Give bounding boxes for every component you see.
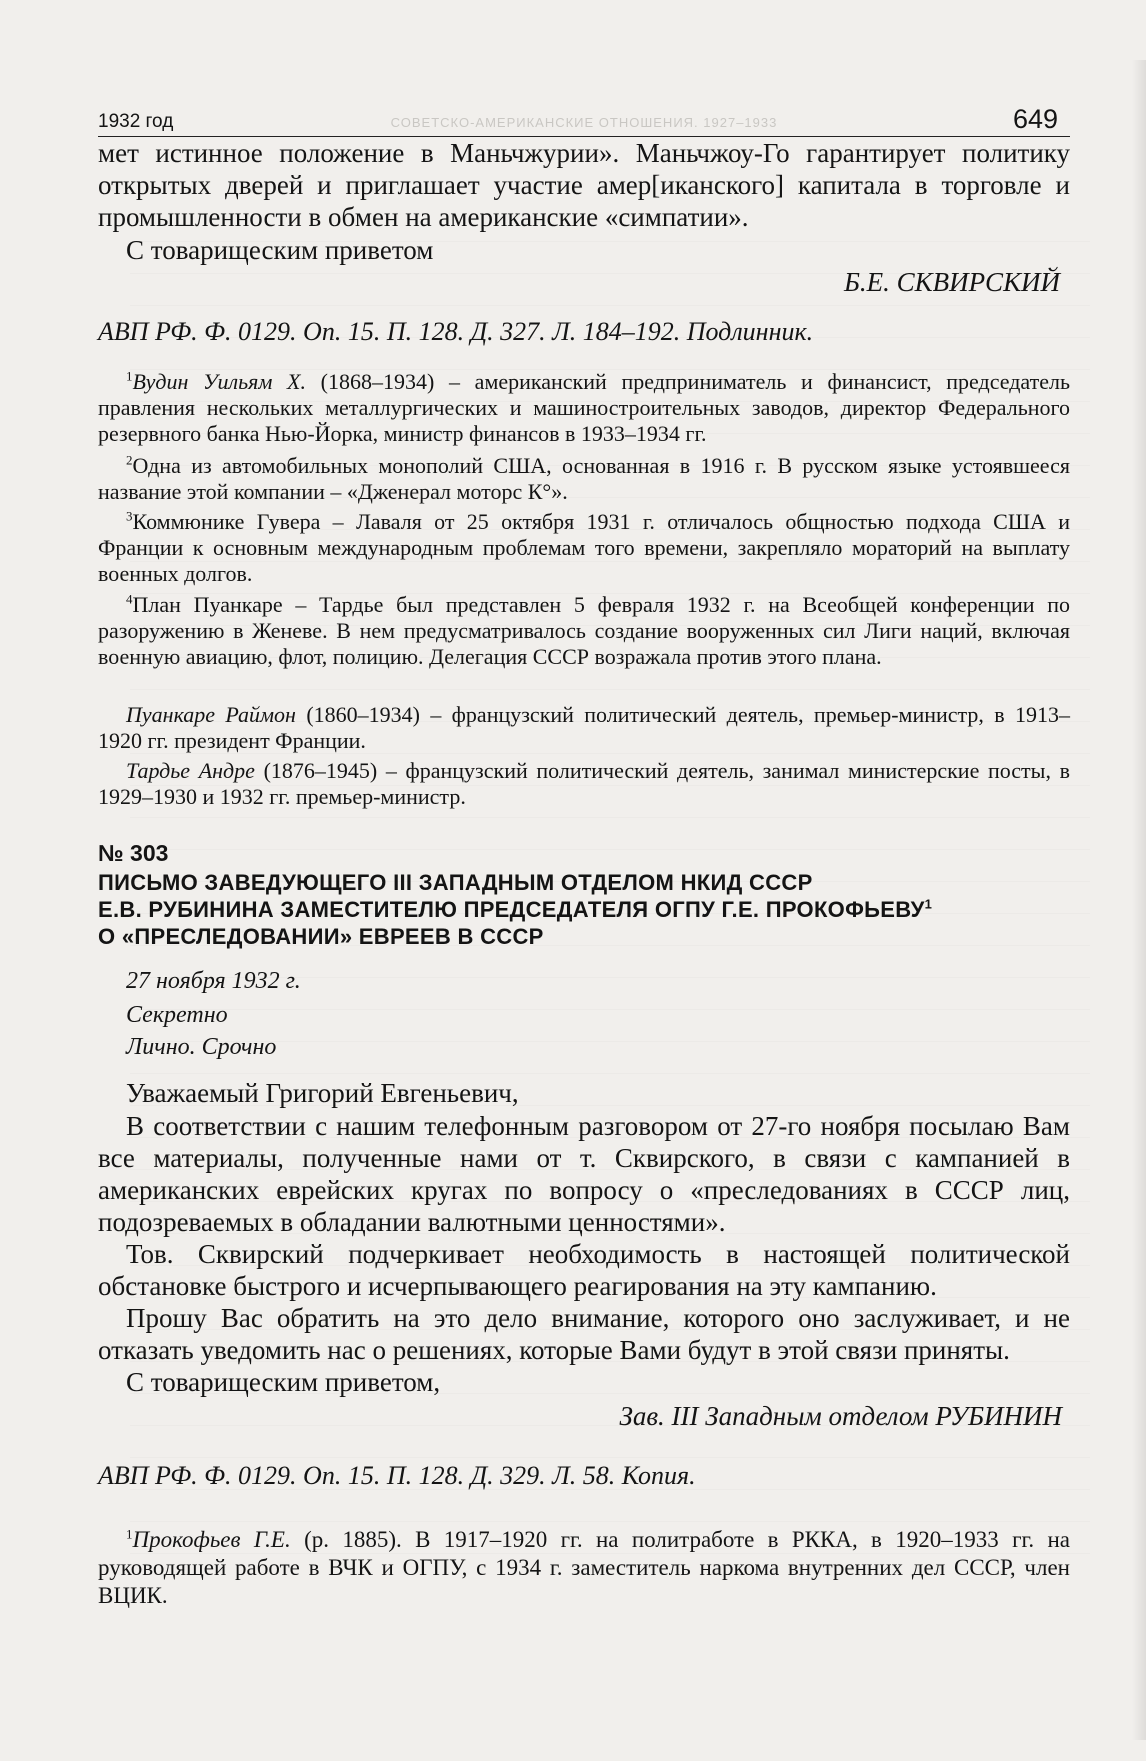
previous-doc-closing: С товарищеским приветом: [126, 235, 434, 265]
footnote-text: (р. 1885). В 1917–1920 гг. на политработе в РККА, в 1920–1933 гг. на руководящей работе в ВЧК и ОГПУ, с 1934 г. заместитель наркома внутренних дел СССР, член ВЦИК.: [98, 1527, 1070, 1608]
archive-reference: АВП РФ. Ф. 0129. Оп. 15. П. 128. Д. 329. Л. 58. Копия.: [98, 1461, 696, 1490]
secrecy-label: Секретно: [126, 1002, 228, 1028]
footnote-text: (1876–1945) – французский политический деятель, занимал министерские посты, в 1929–1930 и 1932 гг. премьер-министр.: [98, 758, 1070, 809]
texture-line: [130, 1490, 1090, 1522]
footnote-4: [98, 592, 1070, 670]
footnote-4-tardieu: [98, 758, 1070, 810]
footnote-text: (1860–1934) – французский политический деятель, премьер-министр, в 1913–1920 гг. президент Франции.: [98, 702, 1070, 753]
running-header: [98, 100, 1070, 137]
footnote-name: Прокофьев Г.Е.: [132, 1527, 291, 1552]
document-title-line-2: Е.В. РУБИНИНА ЗАМЕСТИТЕЛЮ ПРЕДСЕДАТЕЛЯ ОГПУ Г.Е. ПРОКОФЬЕВУ$^1$: [98, 896, 933, 922]
body-paragraph-3: Прошу Вас обратить на это дело внимание, которого оно заслуживает, и не отказать уведомить нас о решениях, которые Вами будут в этой связи приняты.: [98, 1303, 1070, 1365]
document-title: [98, 869, 1070, 950]
document-footnote-1: [98, 1526, 1070, 1610]
header-running-title: СОВЕТСКО-АМЕРИКАНСКИЕ ОТНОШЕНИЯ. 1927–1933: [390, 115, 778, 130]
closing: С товарищеским приветом,: [126, 1367, 441, 1397]
body-paragraph-1: В соответствии с нашим телефонным разговором от 27-го ноября посылаю Вам все материалы, полученные нами от т. Сквирского, в связи с кампанией в американских еврейских кругах по вопросу о «преследованиях в СССР лиц, подозреваемых в обладании валютными ценностями».: [98, 1111, 1070, 1237]
footnote-name: Тардье Андре: [126, 758, 255, 783]
body-paragraph-2: Тов. Сквирский подчеркивает необходимость в настоящей политической обстановке быстрого и исчерпывающего реагирования на эту кампанию.: [98, 1239, 1070, 1301]
header-year: 1932 год: [98, 111, 174, 132]
document-title-line-3: О «ПРЕСЛЕДОВАНИИ» ЕВРЕЕВ В СССР: [98, 924, 544, 949]
page-spine-shadow: [1132, 60, 1146, 1740]
document-date: 27 ноября 1932 г.: [126, 968, 301, 994]
footnote-mark: 3: [126, 508, 133, 524]
document-number: № 303: [98, 840, 169, 866]
footnote-4-poincare: [98, 702, 1070, 754]
footnote-mark: 1: [126, 1526, 133, 1542]
document-title-line-1: ПИСЬМО ЗАВЕДУЮЩЕГО III ЗАПАДНЫМ ОТДЕЛОМ НКИД СССР: [98, 870, 813, 895]
footnote-text: Одна из автомобильных монополий США, основанная в 1916 г. В русском языке устоявшееся название этой компании – «Дженерал моторс К°».: [98, 453, 1070, 504]
previous-doc-continuation: мет истинное положение в Маньчжурии». Маньчжоу-Го гарантирует политику открытых дверей и приглашает участие амер[иканского] капитала в торговле и промышленности в обмен на американские «симпатии».: [98, 138, 1070, 232]
footnote-mark: 1: [126, 368, 133, 384]
previous-doc-signature: Б.Е. СКВИРСКИЙ: [843, 267, 1060, 297]
urgency-label: Лично. Срочно: [126, 1034, 277, 1060]
footnote-3: [98, 509, 1070, 587]
title-footnote-mark: 1: [924, 896, 933, 912]
footnote-text: Коммюнике Гувера – Лаваля от 25 октября 1931 г. отличалось общностью подхода США и Франции к основным международным проблемам того времени, закрепляло мораторий на выплату военных долгов.: [98, 509, 1070, 586]
signature: Зав. III Западным отделом РУБИНИН: [619, 1401, 1062, 1431]
footnote-text: (1868–1934) – американский предприниматель и финансист, председатель правления нескольких металлургических и машиностроительных заводов, директор Федерального резервного банка Нью-Йорка, министр финансов в 1933–1934 гг.: [98, 369, 1070, 446]
salutation: Уважаемый Григорий Евгеньевич,: [126, 1078, 519, 1108]
footnote-mark: 2: [126, 452, 133, 468]
footnote-name: Пуанкаре Раймон: [126, 702, 296, 727]
footnote-name: Вудин Уильям Х.: [132, 369, 306, 394]
footnote-1: [98, 369, 1070, 447]
footnote-mark: 4: [126, 591, 133, 607]
previous-doc-archive-ref: АВП РФ. Ф. 0129. Оп. 15. П. 128. Д. 327. Л. 184–192. Подлинник.: [98, 317, 814, 346]
footnote-2: [98, 453, 1070, 505]
footnote-text: План Пуанкаре – Тардье был представлен 5 февраля 1932 г. на Всеобщей конференции по разоружению в Женеве. В нем предусматривалось создание вооруженных сил Лиги наций, включая военную авиацию, флот, полицию. Делегация СССР возражала против этого плана.: [98, 592, 1070, 669]
page-number: 649: [1012, 104, 1058, 134]
